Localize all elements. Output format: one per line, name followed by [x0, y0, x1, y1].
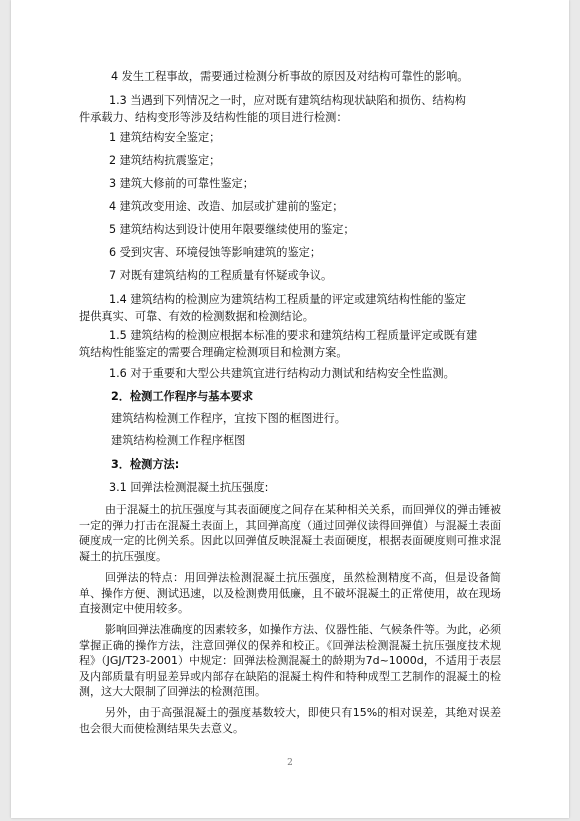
list-item-4: 4 建筑改变用途、改造、加层或扩建前的鉴定；	[109, 200, 344, 213]
section-3-1-heading: 3.1 回弹法检测混凝土抗压强度:	[109, 481, 269, 494]
list-item-6: 6 受到灾害、环境侵蚀等影响建筑的鉴定；	[109, 246, 322, 259]
paragraph-accuracy-factors: 影响回弹法准确度的因素较多，如操作方法、仪器性能、气候条件等。为此，必须掌握正确的操作方法，注意回弹仪的保养和校正。《回弹法检测混凝土抗压强度技术规程》（JGJ/T23-2001）中规定：回弹法检测混凝土的龄期为7d~1000d，不适用于表层及内部质量有明显差异或内部存在缺陷的混凝土构件和特种成型工艺制作的混凝土的检测，这大大限制了回弹法的检测范围。	[79, 623, 501, 698]
section-2-text: 建筑结构检测工作程序，宜按下图的框图进行。	[111, 412, 346, 425]
clause-1-4-line-1: 1.4 建筑结构的检测应为建筑结构工程质量的评定或建筑结构性能的鉴定	[109, 293, 466, 306]
list-item-7: 7 对既有建筑结构的工程质量有怀疑或争议。	[109, 269, 333, 282]
section-3-heading: 3．检测方法:	[111, 458, 180, 471]
clause-1-3-line-2: 件承载力、结构变形等涉及结构性能的项目进行检测：	[79, 111, 348, 124]
paragraph-rebound-principle: 由于混凝土的抗压强度与其表面硬度之间存在某种相关关系，而回弹仪的弹击锤被一定的弹力打击在混凝土表面上，其回弹高度（通过回弹仪读得回弹值）与混凝土表面硬度成一定的比例关系。因此以回弹值反映混凝土表面硬度，根据表面硬度则可推求混凝土的抗压强度。	[79, 503, 501, 563]
list-item-2: 2 建筑结构抗震鉴定；	[109, 154, 221, 167]
list-item-5: 5 建筑结构达到设计使用年限要继续使用的鉴定；	[109, 223, 355, 236]
list-item-3: 3 建筑大修前的可靠性鉴定；	[109, 177, 254, 190]
clause-1-5-line-1: 1.5 建筑结构的检测应根据本标准的要求和建筑结构工程质量评定或既有建	[109, 329, 478, 342]
clause-1-3-line-1: 1.3 当遇到下列情况之一时，应对既有建筑结构现状缺陷和损伤、结构构	[109, 94, 466, 107]
clause-1-5-line-2: 筑结构性能鉴定的需要合理确定检测项目和检测方案。	[79, 346, 348, 359]
clause-1-4-line-2: 提供真实、可靠、有效的检测数据和检测结论。	[79, 310, 314, 323]
list-item-1: 1 建筑结构安全鉴定；	[109, 131, 221, 144]
clause-1-6: 1.6 对于重要和大型公共建筑宜进行结构动力测试和结构安全性监测。	[109, 367, 455, 380]
item-4-accident: 4 发生工程事故，需要通过检测分析事故的原因及对结构可靠性的影响。	[111, 70, 469, 83]
paragraph-high-strength: 另外，由于高强混凝土的强度基数较大，即使只有15%的相对误差，其绝对误差也会很大而使检测结果失去意义。	[79, 706, 501, 735]
paragraph-rebound-features: 回弹法的特点：用回弹法检测混凝土抗压强度，虽然检测精度不高，但是设备简单、操作方便、测试迅速，以及检测费用低廉，且不破坏混凝土的正常使用，故在现场直接测定中使用较多。	[79, 571, 501, 615]
flowchart-caption: 建筑结构检测工作程序框图	[111, 434, 246, 447]
section-2-heading: 2．检测工作程序与基本要求	[111, 390, 254, 403]
document-page	[11, 0, 569, 818]
page-number: 2	[287, 758, 293, 768]
